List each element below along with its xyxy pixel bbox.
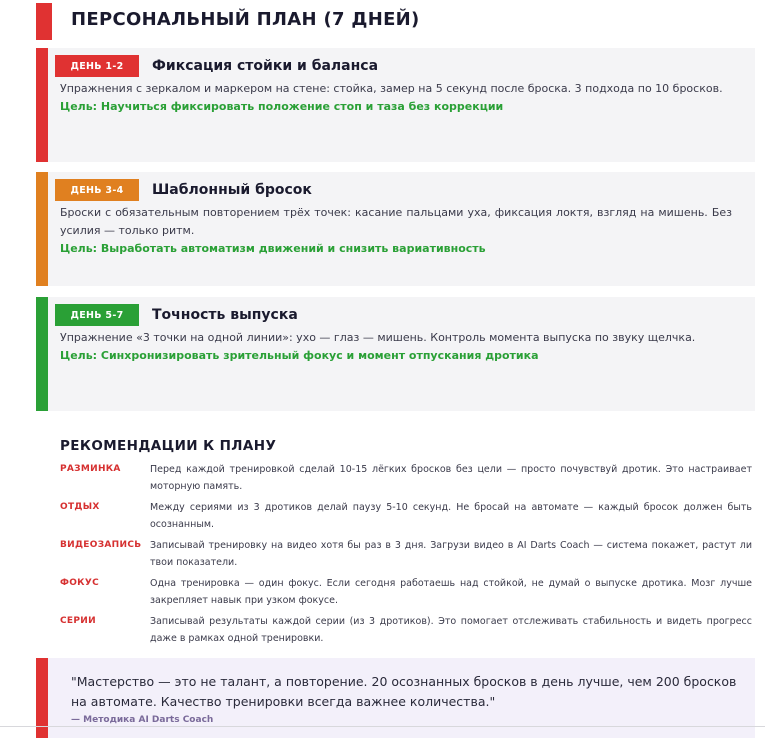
page-title: ПЕРСОНАЛЬНЫЙ ПЛАН (7 ДНЕЙ) <box>71 9 420 30</box>
quote-text: "Мастерство — это не талант, а повторение. 20 осознанных бросков в день лучше, чем 200 бросков на автомате. Качество тренировки всегда важнее количества." <box>71 674 737 709</box>
quote-source: — Методика AI Darts Coach <box>71 715 214 725</box>
recommendation-key: ВИДЕОЗАПИСЬ <box>60 540 142 550</box>
recommendation-text: Между сериями из 3 дротиков делай паузу 5-10 секунд. Не бросай на автомате — каждый бросок должен быть осознанным. <box>150 502 752 530</box>
recommendation-item <box>60 500 752 533</box>
day-card-stripe <box>36 172 48 286</box>
day-badge: ДЕНЬ 1-2 <box>55 55 139 77</box>
day-badge: ДЕНЬ 5-7 <box>55 304 139 326</box>
day-goal: Цель: Синхронизировать зрительный фокус и момент отпускания дротика <box>60 349 539 362</box>
day-description-text: Упражнение «3 точки на одной линии»: ухо — глаз — мишень. Контроль момента выпуска по звуку щелчка. <box>60 331 696 344</box>
recommendation-text: Одна тренировка — один фокус. Если сегодня работаешь над стойкой, не думай о выпуске дротика. Мозг лучше закрепляет навык при узком фокусе. <box>150 578 752 606</box>
page-bottom-divider <box>0 726 765 727</box>
recommendation-item <box>60 614 752 647</box>
day-card-stripe <box>36 297 48 411</box>
day-description <box>60 80 732 116</box>
day-card-1-2 <box>36 48 755 162</box>
title-accent-bar <box>36 3 52 40</box>
day-card-stripe <box>36 48 48 162</box>
recommendation-item <box>60 576 752 609</box>
day-goal: Цель: Выработать автоматизм движений и снизить вариативность <box>60 242 486 255</box>
recommendation-item <box>60 538 752 571</box>
recommendation-text: Перед каждой тренировкой сделай 10-15 лёгких бросков без цели — просто почувствуй дротик. Это настраивает моторную память. <box>150 464 752 492</box>
recommendations-list <box>60 462 752 652</box>
day-description-text: Броски с обязательным повторением трёх точек: касание пальцами уха, фиксация локтя, взгляд на мишень. Без усилия — только ритм. <box>60 206 732 237</box>
recommendation-key: ФОКУС <box>60 578 99 588</box>
day-badge: ДЕНЬ 3-4 <box>55 179 139 201</box>
day-card-5-7 <box>36 297 755 411</box>
day-title: Шаблонный бросок <box>152 182 312 198</box>
recommendations-title: РЕКОМЕНДАЦИИ К ПЛАНУ <box>60 438 277 454</box>
day-title: Точность выпуска <box>152 307 298 323</box>
recommendation-text: Записывай тренировку на видео хотя бы раз в 3 дня. Загрузи видео в AI Darts Coach — система покажет, растут ли твои показатели. <box>150 540 752 568</box>
recommendation-key: ОТДЫХ <box>60 502 100 512</box>
recommendation-item <box>60 462 752 495</box>
day-card-3-4 <box>36 172 755 286</box>
day-description <box>60 204 732 258</box>
day-description <box>60 329 732 365</box>
recommendation-key: СЕРИИ <box>60 616 96 626</box>
recommendation-text: Записывай результаты каждой серии (из 3 дротиков). Это помогает отслеживать стабильность и видеть прогресс даже в рамках одной тренировки. <box>150 616 752 644</box>
day-description-text: Упражнения с зеркалом и маркером на стене: стойка, замер на 5 секунд после броска. 3 подхода по 10 бросков. <box>60 82 723 95</box>
day-title: Фиксация стойки и баланса <box>152 58 379 74</box>
day-goal: Цель: Научиться фиксировать положение стоп и таза без коррекции <box>60 100 504 113</box>
recommendation-key: РАЗМИНКА <box>60 464 121 474</box>
